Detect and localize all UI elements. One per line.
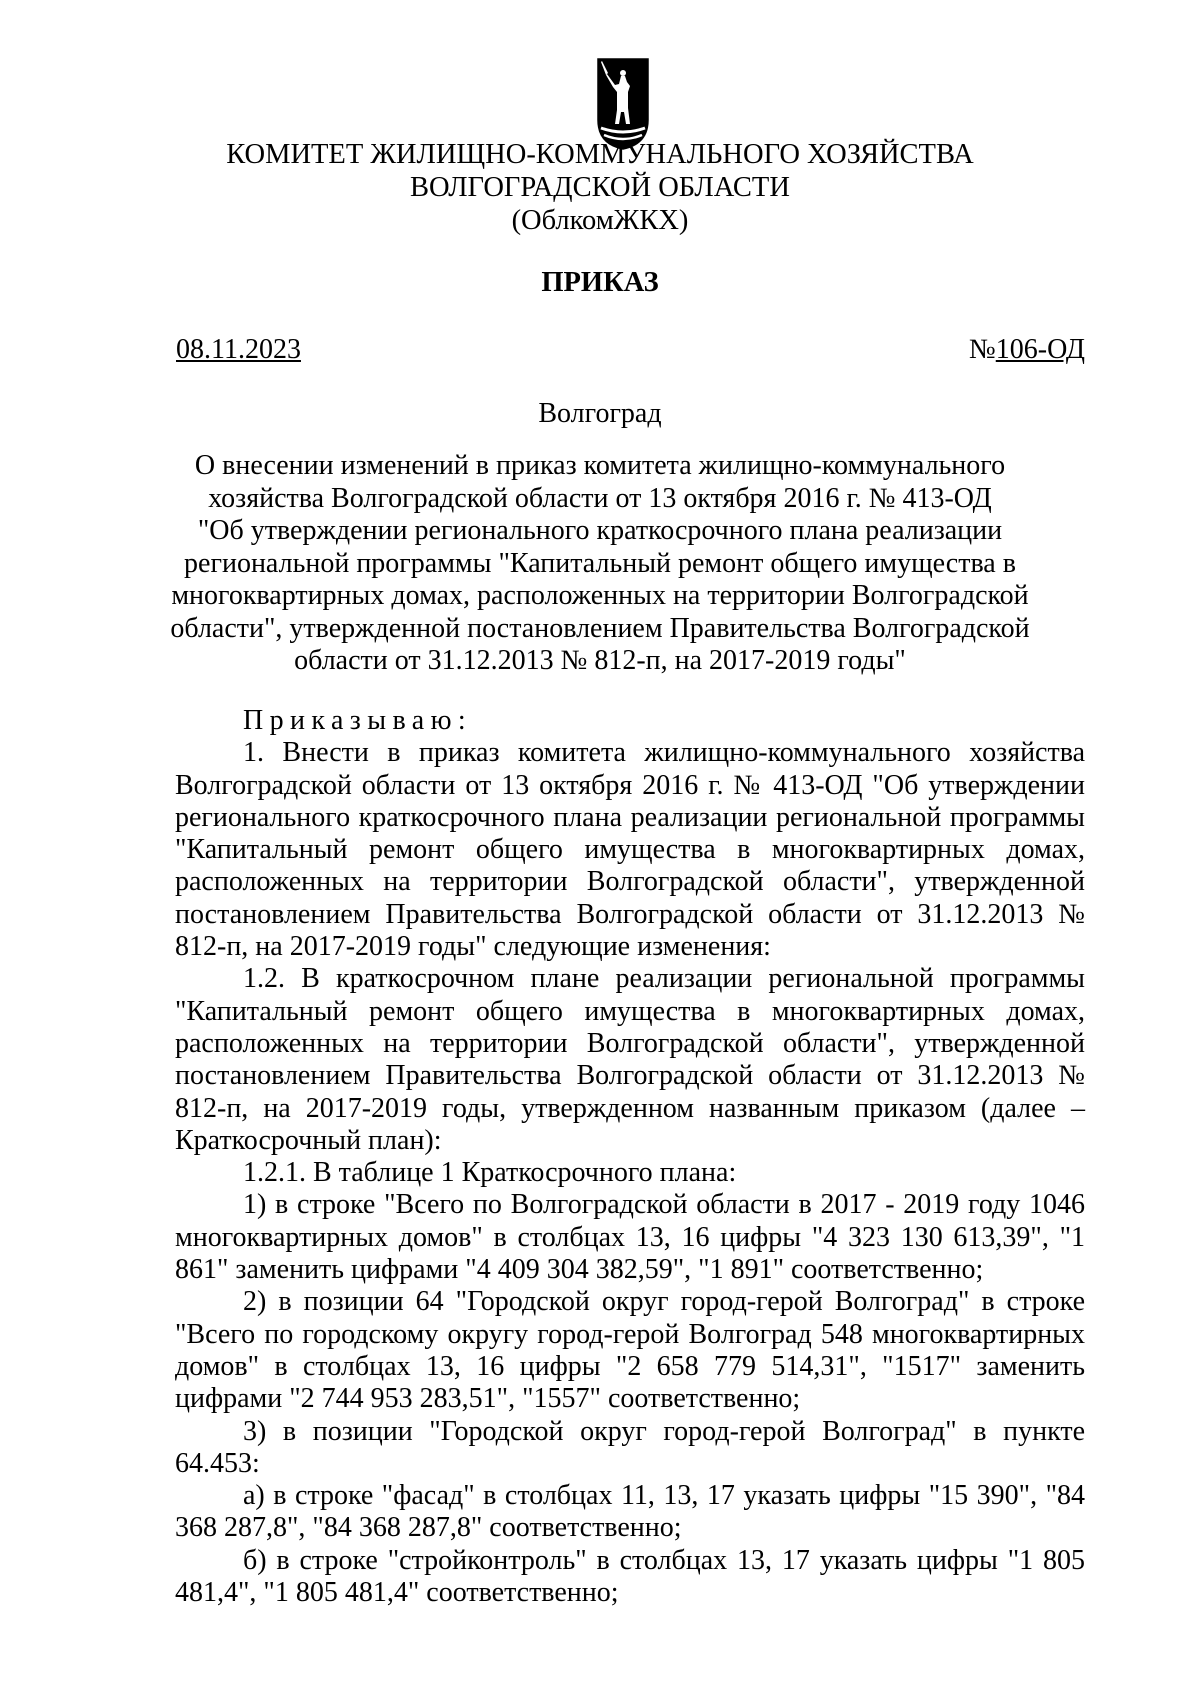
subject-line: "Об утверждении регионального краткосрочного плана реализации [197, 515, 1003, 546]
body-paragraph: 1. Внести в приказ комитета жилищно-коммунального хозяйства Волгоградской области от 13 октября 2016 г. № 413-ОД "Об утверждении регионального краткосрочного плана реализации региональной программы "Капитальный ремонт общего имущества в многоквартирных домах, расположенных на территории Волгоградской области", утвержденной постановлением Правительства Волгоградской области от 31.12.2013 № 812-п, на 2017-2019 годы" следующие изменения: [175, 737, 1085, 963]
body-paragraph: 1.2. В краткосрочном плане реализации региональной программы "Капитальный ремонт общего имущества в многоквартирных домах, расположенных на территории Волгоградской области", утвержденной постановлением Правительства Волгоградской области от 31.12.2013 № 812-п, на 2017-2019 годы, утвержденном названным приказом (далее – Краткосрочный план): [175, 963, 1085, 1156]
document-date: 08.11.2023 [176, 334, 301, 365]
subject-line: хозяйства Волгоградской области от 13 октября 2016 г. № 413-ОД [208, 482, 992, 514]
body-paragraph: 2) в позиции 64 "Городской округ город-герой Волгоград" в строке "Всего по городскому округу город-герой Волгоград 548 многоквартирных домов" в столбцах 13, 16 цифры "2 658 779 514,31", "1517" заменить цифрами "2 744 953 283,51", "1557" соответственно; [175, 1286, 1085, 1415]
document-type-title: ПРИКАЗ [541, 267, 659, 298]
body-paragraph: 1) в строке "Всего по Волгоградской области в 2017 - 2019 году 1046 многоквартирных домов" в столбцах 13, 16 цифры "4 323 130 613,39", "1 861" заменить цифрами "4 409 304 382,59", "1 891" соответственно; [175, 1189, 1085, 1286]
subject-line: региональной программы "Капитальный ремонт общего имущества в [184, 547, 1016, 579]
number-value: 106-ОД [995, 334, 1085, 365]
organization-header [0, 138, 1200, 237]
subject-line: области от 31.12.2013 № 812-п, на 2017-2019 годы" [294, 645, 906, 676]
document-number [969, 333, 1085, 367]
body-paragraph: б) в строке "стройконтроль" в столбцах 13, 17 указать цифры "1 805 481,4", "1 805 481,4" соответственно; [175, 1544, 1085, 1609]
organization-name-line1: КОМИТЕТ ЖИЛИЩНО-КОММУНАЛЬНОГО ХОЗЯЙСТВА [226, 139, 974, 170]
document-body [175, 705, 1085, 1609]
body-paragraph: 3) в позиции "Городской округ город-герой Волгоград" в пункте 64.453: [175, 1415, 1085, 1479]
volgograd-coat-of-arms-icon [597, 58, 649, 150]
subject-line: О внесении изменений в приказ комитета жилищно-коммунального [194, 450, 1006, 481]
number-sign: № [969, 334, 996, 365]
document-subject [150, 450, 1050, 678]
organization-short-name: (ОблкомЖКХ) [511, 205, 689, 236]
subject-line: области", утвержденной постановлением Правительства Волгоградской [170, 612, 1030, 644]
order-word: Приказываю: [243, 705, 473, 736]
body-paragraph: а) в строке "фасад" в столбцах 11, 13, 17 указать цифры "15 390", "84 368 287,8", "84 368 287,8" соответственно; [175, 1480, 1085, 1544]
organization-name-line2: ВОЛГОГРАДСКОЙ ОБЛАСТИ [410, 172, 790, 203]
body-paragraph: 1.2.1. В таблице 1 Краткосрочного плана: [243, 1157, 737, 1189]
subject-line: многоквартирных домах, расположенных на территории Волгоградской [171, 580, 1029, 611]
document-city: Волгоград [538, 398, 662, 429]
